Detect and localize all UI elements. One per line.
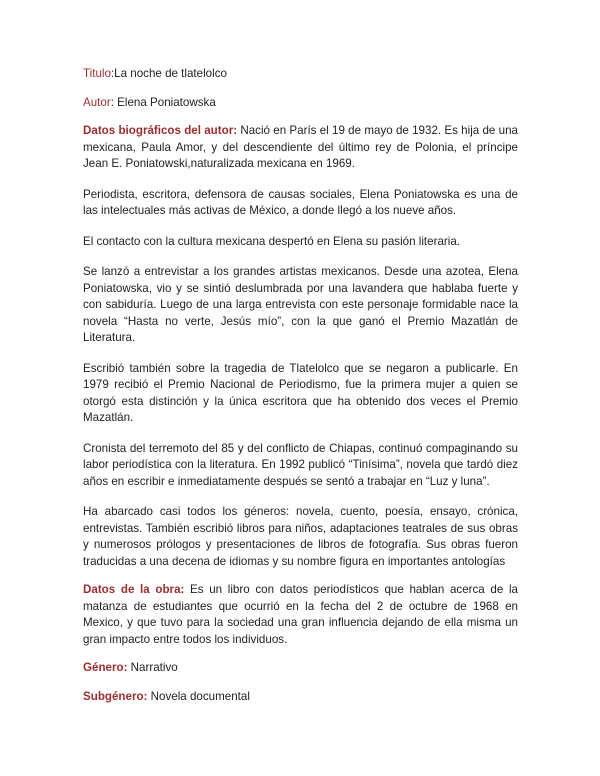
genre-line bbox=[83, 660, 518, 677]
author-line bbox=[83, 95, 518, 112]
author-bio-label: Datos biográficos del autor: bbox=[83, 124, 238, 137]
subgenre-line bbox=[83, 689, 518, 706]
bio-paragraph-1: Periodista, escritora, defensora de causas sociales, Elena Poniatowska es una de las intelectuales más activas de México, a donde llegó a los nueve años. bbox=[83, 187, 518, 217]
title-label: Titulo bbox=[83, 67, 111, 80]
author-label: Autor bbox=[83, 95, 111, 109]
work-data-paragraph bbox=[83, 582, 518, 648]
author-value: : Elena Poniatowska bbox=[110, 95, 216, 109]
bio-paragraph-6: Ha abarcado casi todos los géneros: novela, cuento, poesía, ensayo, crónica, entrevistas. También escribió libros para niños, adaptaciones teatrales de sus obras y numerosos prólogos y presentaciones de libros de fotografía. Sus obras fueron traducidas a una decena de idiomas y su nombre figura en importantes antologías bbox=[83, 505, 518, 568]
bio-paragraph-5: Cronista del terremoto del 85 y del conflicto de Chiapas, continuó compaginando su labor periodística con la literatura. En 1992 publicó “Tinísima”, novela que tardó diez años en escribir e inmediatamente después se sentó a trabajar en “Luz y luna”. bbox=[83, 441, 518, 488]
bio-paragraph-3: Se lanzó a entrevistar a los grandes artistas mexicanos. Desde una azotea, Elena Poniatowska, vio y se sintió deslumbrada por una lavandera que hablaba fuerte y con sabiduría. Luego de una larga entrevista con este personaje formidable nace la novela “Hasta no verte, Jesús mío”, con la que ganó el Premio Mazatlán de Literatura. bbox=[83, 265, 518, 344]
genre-label: Género: bbox=[83, 661, 128, 674]
title-value: :La noche de tlatelolco bbox=[110, 67, 227, 80]
subgenre-value: Novela documental bbox=[147, 689, 250, 703]
bio-paragraph-4: Escribió también sobre la tragedia de Tlatelolco que se negaron a publicarle. En 1979 recibió el Premio Nacional de Periodismo, fue la primera mujer a quien se otorgó esta distinción y la única escritora que ha obtenido dos veces el Premio Mazatlán. bbox=[83, 361, 518, 424]
subgenre-label: Subgénero: bbox=[83, 689, 148, 703]
work-data-text: Es un libro con datos periodísticos que hablan acerca de la matanza de estudiantes que ocurrió en la fecha del 2 de octubre de 1968 en Mexico, y que tuvo para la sociedad una gran influencia dejando de ella misma un gran impacto entre todos los individuos. bbox=[83, 583, 518, 646]
work-data-label: Datos de la obra: bbox=[83, 583, 185, 596]
genre-value: Narrativo bbox=[127, 661, 178, 674]
author-bio-text: Nació en París el 19 de mayo de 1932. Es hija de una mexicana, Paula Amor, y del descendiente del último rey de Polonia, el príncipe Jean E. Poniatowski,naturalizada mexicana en 1969. bbox=[83, 124, 518, 170]
author-bio-paragraph bbox=[83, 123, 518, 173]
bio-paragraph-2: El contacto con la cultura mexicana despertó en Elena su pasión literaria. bbox=[83, 234, 461, 248]
title-line bbox=[83, 66, 518, 83]
